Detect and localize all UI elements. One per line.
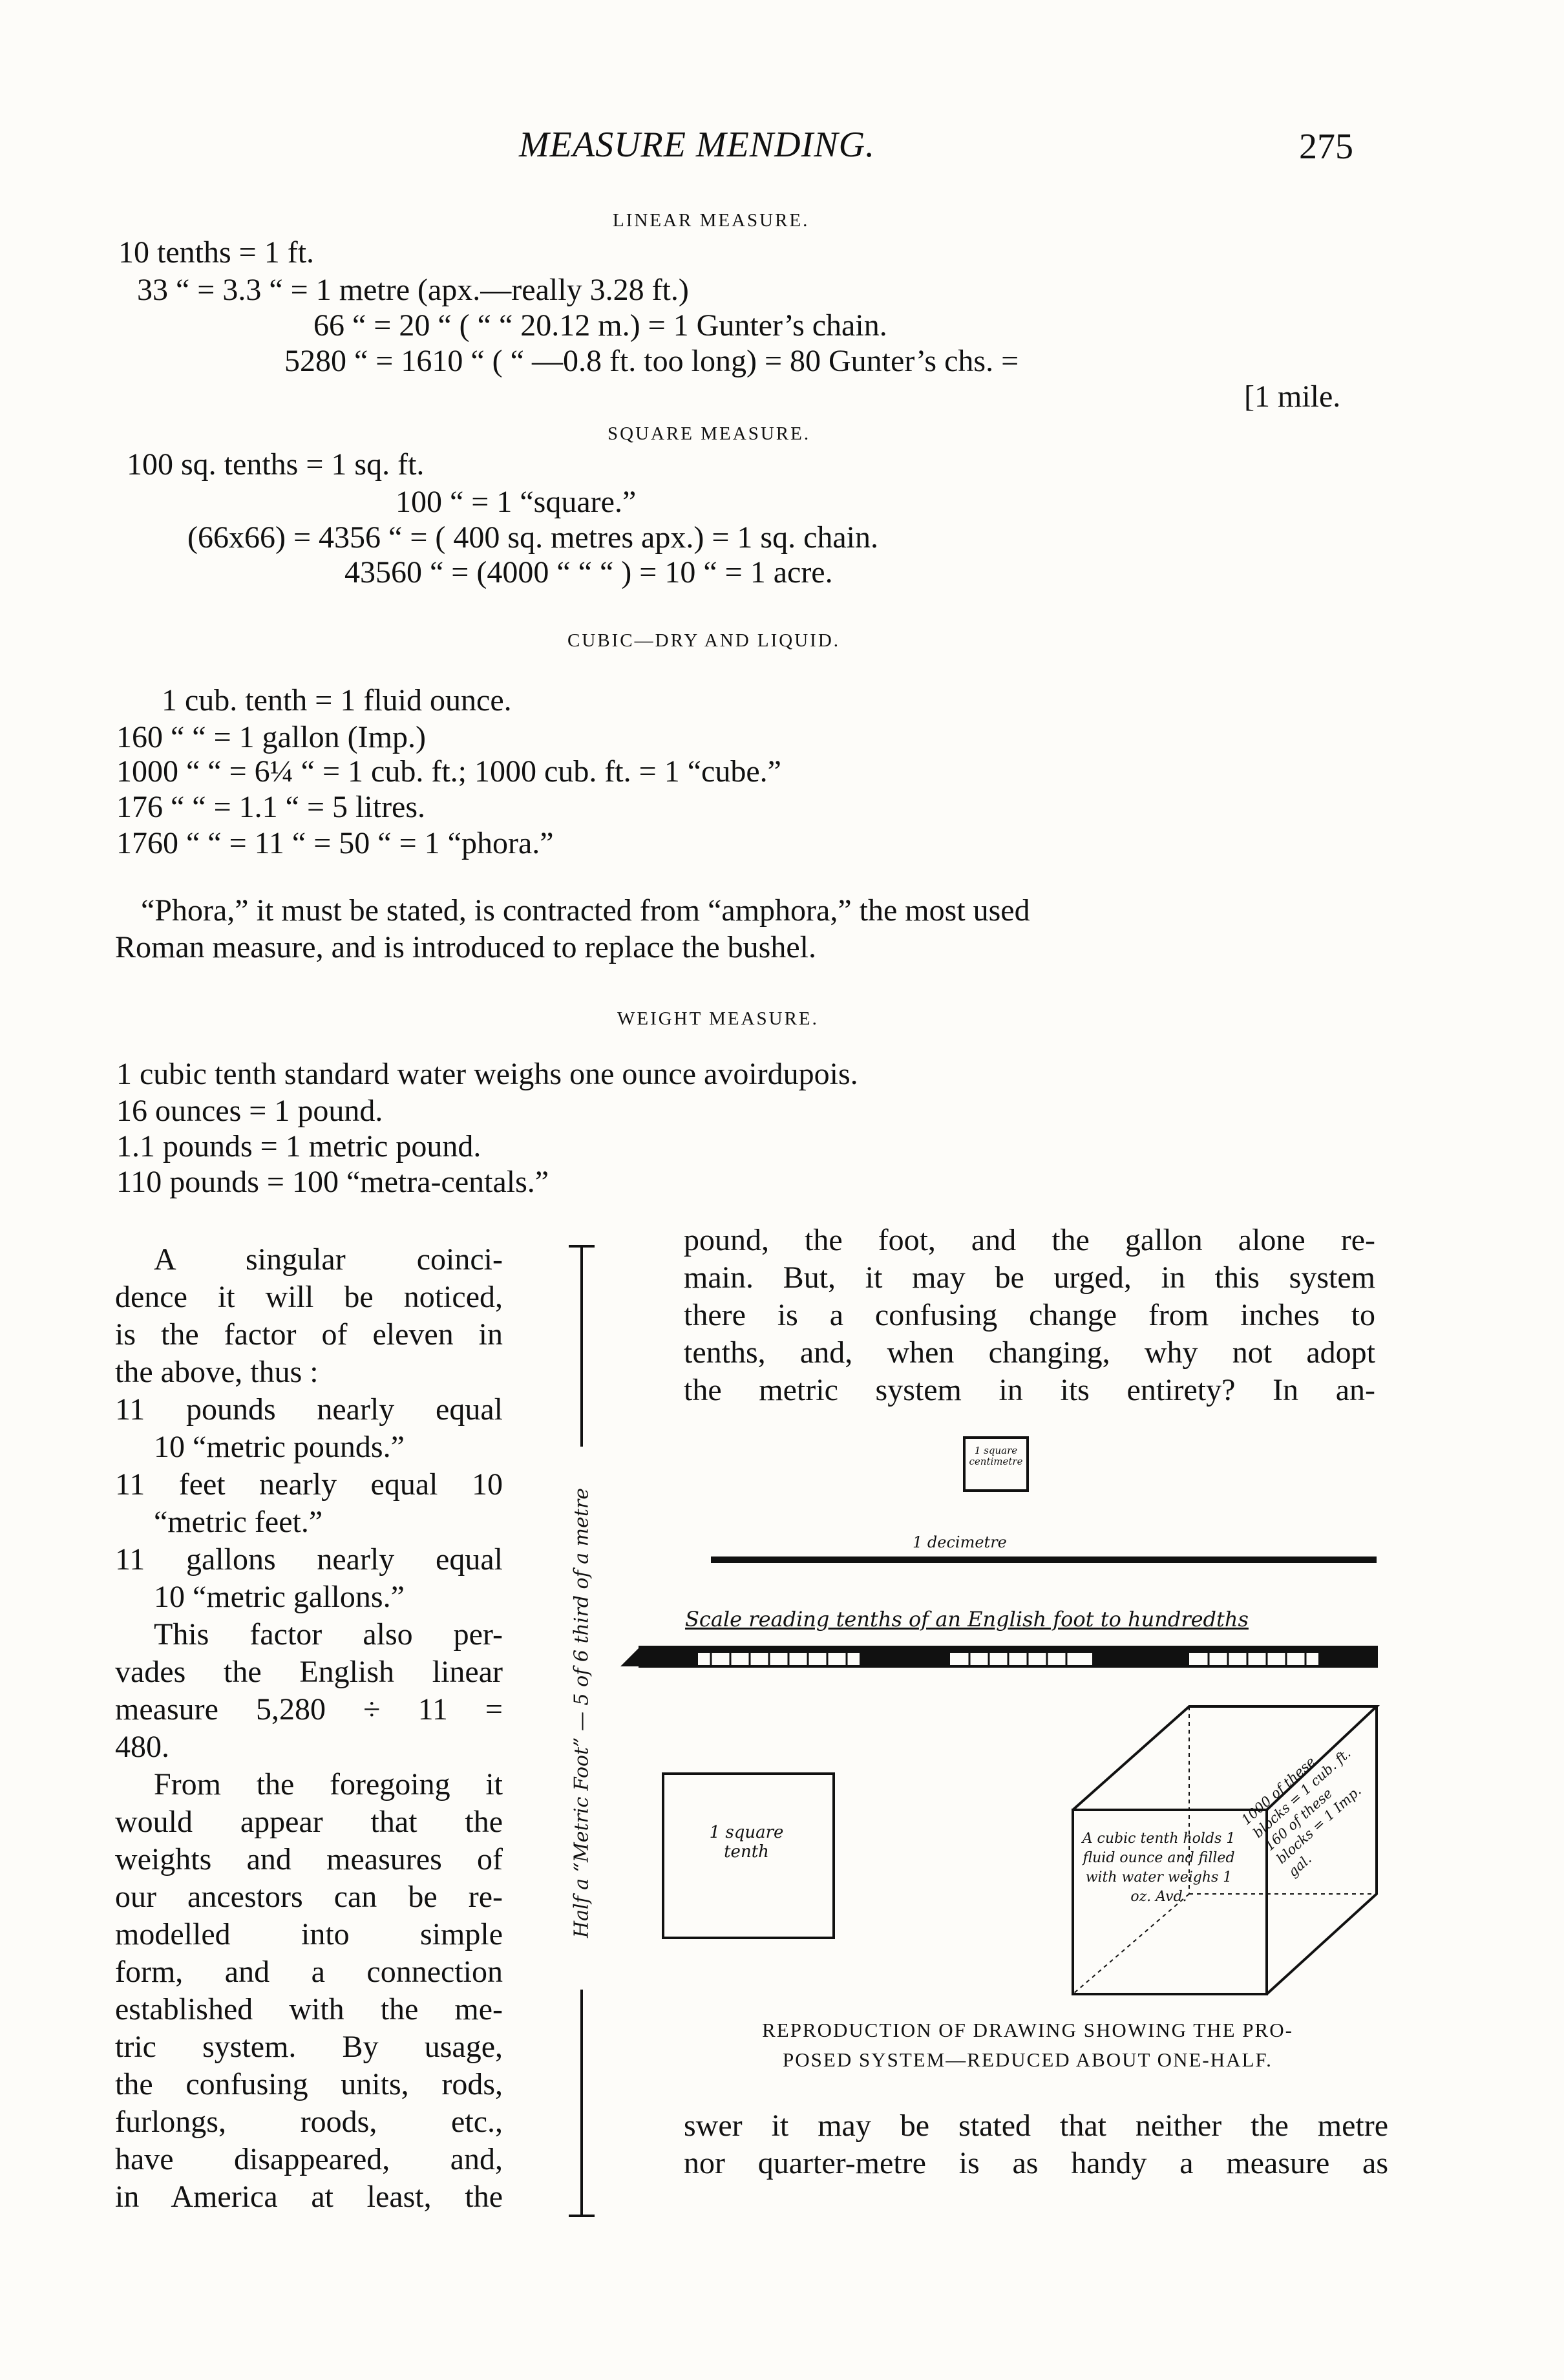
scale-label: Scale reading tenths of an English foot to hundredths	[685, 1607, 1249, 1631]
right-line: tenths, and, when changing, why not adopt	[684, 1335, 1375, 1370]
phora-note-line-2: Roman measure, and is introduced to replace the bushel.	[115, 930, 816, 964]
right-column-top-text	[684, 1222, 1375, 1409]
running-header-title: MEASURE MENDING.	[519, 125, 876, 165]
left-line: dence it will be noticed,	[115, 1280, 503, 1314]
right-line: pound, the foot, and the gallon alone re-	[684, 1223, 1375, 1257]
left-line: A singular coinci-	[154, 1242, 503, 1277]
left-line: 11 gallons nearly equal	[115, 1542, 503, 1577]
cube-front-label: A cubic tenth holds 1 fluid ounce and filled with water weighs 1 oz. Avd.	[1082, 1831, 1236, 1905]
left-line: is the factor of eleven in	[115, 1317, 503, 1352]
square-tenth-label: 1 square tenth	[709, 1823, 784, 1862]
right-line: main. But, it may be urged, in this system	[684, 1260, 1375, 1295]
left-line: tric system. By usage,	[115, 2030, 503, 2064]
right-line: nor quarter-metre is as handy a measure as	[684, 2146, 1388, 2180]
linear-line-2: 33 “ = 3.3 “ = 1 metre (apx.—really 3.28 ft.)	[137, 273, 689, 307]
linear-line-1: 10 tenths = 1 ft.	[118, 235, 315, 270]
square-centimetre-label: 1 square centimetre	[969, 1445, 1023, 1467]
right-line: swer it may be stated that neither the metre	[684, 2109, 1388, 2143]
left-line: This factor also per-	[154, 1617, 503, 1652]
left-line: furlongs, roods, etc.,	[115, 2105, 503, 2139]
caption-line-2: POSED SYSTEM—REDUCED ABOUT ONE-HALF.	[783, 2048, 1273, 2071]
vertical-rule-label: Half a “Metric Foot” — 5 of 6 third of a metre	[570, 1487, 593, 1939]
left-line: the confusing units, rods,	[115, 2067, 503, 2101]
left-line: 480.	[115, 1730, 169, 1764]
linear-line-5: [1 mile.	[1244, 379, 1341, 414]
weight-line-3: 1.1 pounds = 1 metric pound.	[116, 1129, 481, 1163]
left-line: vades the English linear	[115, 1655, 503, 1689]
linear-line-4: 5280 “ = 1610 “ ( “ —0.8 ft. too long) = 80 Gunter’s chs. =	[284, 344, 1019, 378]
cubic-measure-heading: CUBIC—DRY AND LIQUID.	[567, 630, 841, 651]
square-line-3: (66x66) = 4356 “ = ( 400 sq. metres apx.) = 1 sq. chain.	[187, 520, 879, 555]
decimetre-bar	[711, 1551, 1383, 1571]
square-line-1: 100 sq. tenths = 1 sq. ft.	[127, 447, 425, 482]
decimetre-label: 1 decimetre	[913, 1533, 1007, 1551]
english-foot-scale	[620, 1634, 1383, 1673]
page-number: 275	[1299, 127, 1353, 167]
left-line: “metric feet.”	[154, 1505, 323, 1539]
weight-line-2: 16 ounces = 1 pound.	[116, 1094, 383, 1128]
cubic-line-4: 176 “ “ = 1.1 “ = 5 litres.	[116, 790, 426, 824]
caption-line-1: REPRODUCTION OF DRAWING SHOWING THE PRO-	[762, 2019, 1293, 2041]
left-column-text	[115, 1241, 503, 2216]
right-column-bottom-text	[684, 2107, 1388, 2182]
left-line: 11 pounds nearly equal	[115, 1392, 503, 1427]
weight-line-4: 110 pounds = 100 “metra-centals.”	[116, 1165, 549, 1199]
cube-side-label: 1000 of these blocks = 1 cub. ft. 160 of these blocks = 1 Imp. gal.	[1238, 1745, 1364, 1880]
square-line-4: 43560 “ = (4000 “ “ “ ) = 10 “ = 1 acre.	[344, 555, 833, 590]
cubic-line-2: 160 “ “ = 1 gallon (Imp.)	[116, 720, 426, 754]
left-line: weights and measures of	[115, 1842, 503, 1876]
left-line: measure 5,280 ÷ 11 =	[115, 1692, 503, 1727]
cubic-line-3: 1000 “ “ = 6¼ “ = 1 cub. ft.; 1000 cub. ft. = 1 “cube.”	[116, 754, 781, 789]
cubic-line-5: 1760 “ “ = 11 “ = 50 “ = 1 “phora.”	[116, 826, 554, 860]
linear-measure-heading: LINEAR MEASURE.	[613, 210, 810, 231]
square-measure-heading: SQUARE MEASURE.	[608, 423, 811, 444]
left-line: would appear that the	[115, 1805, 503, 1839]
square-centimetre-box	[963, 1436, 1029, 1492]
left-line: established with the me-	[115, 1992, 503, 2026]
left-line: 10 “metric gallons.”	[154, 1580, 405, 1614]
square-line-2: 100 “ = 1 “square.”	[396, 485, 637, 519]
figure-caption	[666, 2015, 1390, 2075]
phora-note-line-1: “Phora,” it must be stated, is contracted from “amphora,” the most used	[141, 893, 1030, 928]
linear-line-3: 66 “ = 20 “ ( “ “ 20.12 m.) = 1 Gunter’s chain.	[313, 308, 887, 343]
cubic-line-1: 1 cub. tenth = 1 fluid ounce.	[162, 683, 512, 717]
left-line: From the foregoing it	[154, 1767, 503, 1801]
right-line: there is a confusing change from inches to	[684, 1298, 1375, 1332]
left-line: modelled into simple	[115, 1917, 503, 1951]
weight-line-1: 1 cubic tenth standard water weighs one ounce avoirdupois.	[116, 1057, 858, 1091]
left-line: 11 feet nearly equal 10	[115, 1467, 503, 1502]
right-line: the metric system in its entirety? In an-	[684, 1373, 1375, 1407]
left-line: our ancestors can be re-	[115, 1880, 503, 1914]
weight-measure-heading: WEIGHT MEASURE.	[617, 1008, 819, 1029]
left-line: the above, thus :	[115, 1355, 319, 1389]
left-line: in America at least, the	[115, 2180, 503, 2214]
left-line: have disappeared, and,	[115, 2142, 503, 2176]
left-line: 10 “metric pounds.”	[154, 1430, 405, 1464]
left-line: form, and a connection	[115, 1955, 503, 1989]
